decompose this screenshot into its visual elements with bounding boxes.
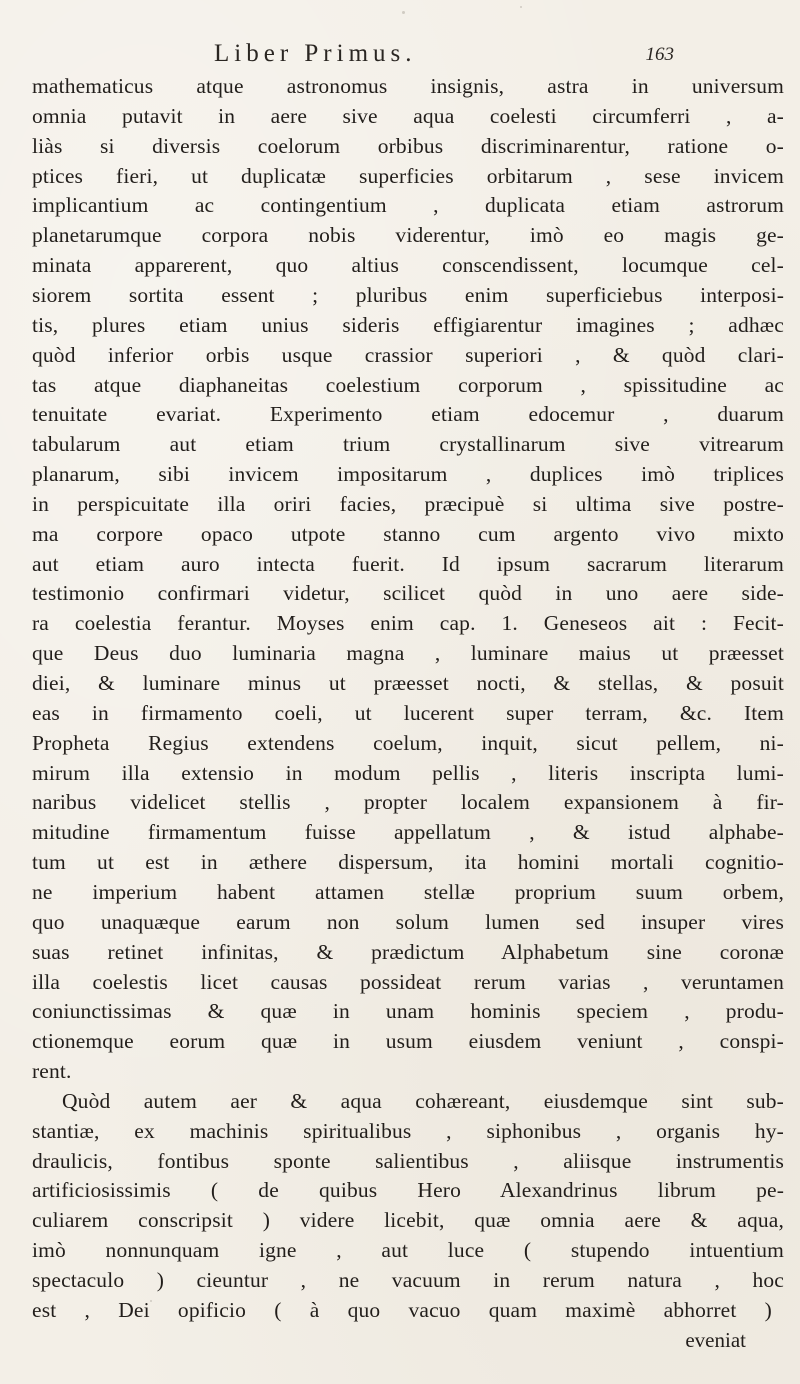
text-line: aut etiam auro intecta fuerit. Id ipsum sacrarum literarum	[32, 552, 784, 576]
text-line: culiarem conscripsit ) videre licebit, quæ omnia aere & aqua,	[32, 1208, 784, 1232]
text-line: testimonio confirmari videtur, scilicet quòd in uno aere side-	[32, 581, 784, 605]
text-line: imò nonnunquam igne , aut luce ( stupendo intuentium	[32, 1238, 784, 1262]
text-line: ra coelestia ferantur. Moyses enim cap. 1. Geneseos ait : Fecit-	[32, 611, 784, 635]
catchword: eveniat	[685, 1328, 746, 1352]
page-number: 163	[645, 44, 674, 65]
paper-speck	[705, 1340, 708, 1342]
text-line: tabularum aut etiam trium crystallinarum sive vitrearum	[32, 432, 784, 456]
text-line: liàs si diversis coelorum orbibus discriminarentur, ratione o-	[32, 134, 784, 158]
running-head: Liber Primus.	[214, 40, 417, 67]
text-line: siorem sortita essent ; pluribus enim superficiebus interposi-	[32, 283, 784, 307]
text-line: planarum, sibi invicem impositarum , duplices imò triplices	[32, 462, 784, 486]
text-line: artificiosissimis ( de quibus Hero Alexandrinus librum pe-	[32, 1178, 784, 1202]
text-line: mirum illa extensio in modum pellis , literis inscripta lumi-	[32, 761, 784, 785]
text-line: mitudine firmamentum fuisse appellatum , & istud alphabe-	[32, 820, 784, 844]
text-line: suas retinet infinitas, & prædictum Alphabetum sine coronæ	[32, 940, 784, 964]
text-line: stantiæ, ex machinis spiritualibus , siphonibus , organis hy-	[32, 1119, 784, 1143]
text-line: tum ut est in æthere dispersum, ita homini mortali cognitio-	[32, 850, 784, 874]
text-line: ctionemque eorum quæ in usum eiusdem veniunt , conspi-	[32, 1029, 784, 1053]
text-line: tis, plures etiam unius sideris effigiarentur imagines ; adhæc	[32, 313, 784, 337]
text-line: est , Dei opificio ( à quo vacuo quam maximè abhorret )	[32, 1298, 772, 1322]
text-line: quo unaquæque earum non solum lumen sed insuper vires	[32, 910, 784, 934]
paper-speck	[150, 1300, 152, 1302]
text-line: ptices fieri, ut duplicatæ superficies orbitarum , sese invicem	[32, 164, 784, 188]
text-line: mathematicus atque astronomus insignis, astra in universum	[32, 74, 784, 98]
text-line: tenuitate evariat. Experimento etiam edocemur , duarum	[32, 402, 784, 426]
text-line: Quòd autem aer & aqua cohæreant, eiusdemque sint sub-	[62, 1089, 784, 1113]
text-line: que Deus duo luminaria magna , luminare maius ut præesset	[32, 641, 784, 665]
text-line: omnia putavit in aere sive aqua coelesti circumferri , a-	[32, 104, 784, 128]
paper-speck	[402, 11, 405, 14]
text-line: naribus videlicet stellis , propter localem expansionem à fir-	[32, 790, 784, 814]
text-line: minata apparerent, quo altius conscendissent, locumque cel-	[32, 253, 784, 277]
text-line: ne imperium habent attamen stellæ proprium suum orbem,	[32, 880, 784, 904]
text-line: rent.	[32, 1059, 72, 1083]
text-line: draulicis, fontibus sponte salientibus , aliisque instrumentis	[32, 1149, 784, 1173]
text-line: ma corpore opaco utpote stanno cum argento vivo mixto	[32, 522, 784, 546]
text-line: coniunctissimas & quæ in unam hominis speciem , produ-	[32, 999, 784, 1023]
text-line: Propheta Regius extendens coelum, inquit, sicut pellem, ni-	[32, 731, 784, 755]
paper-speck	[520, 6, 522, 8]
text-line: quòd inferior orbis usque crassior superiori , & quòd clari-	[32, 343, 784, 367]
text-line: in perspicuitate illa oriri facies, præcipuè si ultima sive postre-	[32, 492, 784, 516]
text-line: illa coelestis licet causas possideat rerum varias , veruntamen	[32, 970, 784, 994]
text-line: eas in firmamento coeli, ut lucerent super terram, &c. Item	[32, 701, 784, 725]
text-line: spectaculo ) cieuntur , ne vacuum in rerum natura , hoc	[32, 1268, 784, 1292]
text-line: tas atque diaphaneitas coelestium corporum , spissitudine ac	[32, 373, 784, 397]
text-line: diei, & luminare minus ut præesset nocti, & stellas, & posuit	[32, 671, 784, 695]
text-line: implicantium ac contingentium , duplicata etiam astrorum	[32, 193, 784, 217]
text-line: planetarumque corpora nobis viderentur, imò eo magis ge-	[32, 223, 784, 247]
